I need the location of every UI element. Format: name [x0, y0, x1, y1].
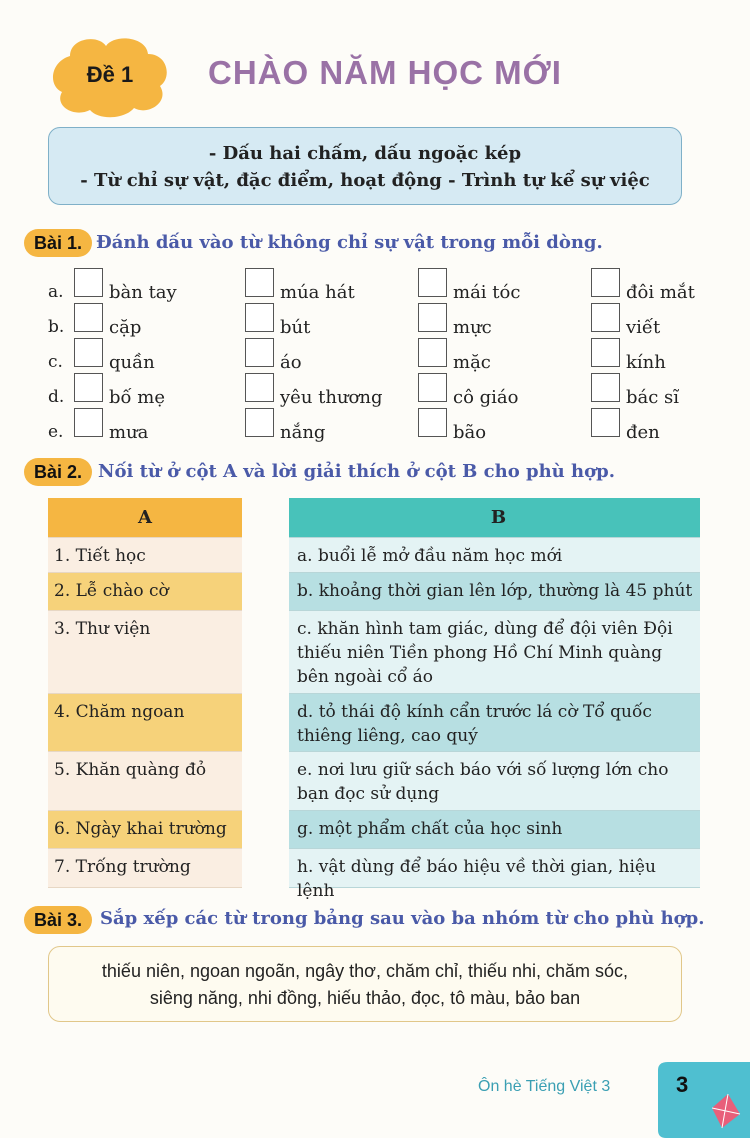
topic-line-2: - Từ chỉ sự vật, đặc điểm, hoạt động - Trình tự kể sự việc — [80, 170, 650, 191]
ex1-checkbox[interactable] — [245, 303, 274, 332]
column-b-item[interactable]: e. nơi lưu giữ sách báo với số lượng lớn cho bạn đọc sử dụng — [289, 752, 700, 811]
ex1-word: áo — [280, 352, 302, 373]
ex1-word: nắng — [280, 422, 326, 443]
ex1-word: yêu thương — [280, 387, 383, 408]
ex1-checkbox[interactable] — [74, 373, 103, 402]
ex1-checkbox[interactable] — [591, 303, 620, 332]
ex1-checkbox[interactable] — [418, 303, 447, 332]
column-b-header: B — [289, 498, 700, 538]
ex1-row-letter: a. — [48, 282, 64, 302]
ex1-word: múa hát — [280, 282, 355, 303]
ex1-row-letter: e. — [48, 422, 64, 442]
column-b-item[interactable]: d. tỏ thái độ kính cẩn trước lá cờ Tổ quốc thiêng liêng, cao quý — [289, 694, 700, 752]
ex1-word: kính — [626, 352, 666, 373]
topic-box — [48, 127, 682, 205]
ex1-row-letter: d. — [48, 387, 65, 407]
ex1-checkbox[interactable] — [245, 338, 274, 367]
word-bank-line-2: siêng năng, nhi đồng, hiếu thảo, đọc, tô màu, bảo ban — [149, 988, 581, 1008]
ex1-word: mái tóc — [453, 282, 521, 303]
book-title: Ôn hè Tiếng Việt 3 — [478, 1078, 611, 1095]
ex1-checkbox[interactable] — [245, 373, 274, 402]
ex1-checkbox[interactable] — [418, 338, 447, 367]
topic-line-1: - Dấu hai chấm, dấu ngoặc kép — [208, 143, 522, 164]
ex3-instruction: Sắp xếp các từ trong bảng sau vào ba nhóm từ cho phù hợp. — [100, 908, 705, 929]
ex1-checkbox[interactable] — [74, 408, 103, 437]
ex1-checkbox[interactable] — [591, 338, 620, 367]
ex1-word: viết — [626, 317, 661, 338]
column-a-item[interactable]: 2. Lễ chào cờ — [48, 573, 242, 611]
ex1-checkbox[interactable] — [245, 268, 274, 297]
ex1-word: bác sĩ — [626, 387, 680, 408]
ex1-word: bão — [453, 422, 487, 443]
column-a-item[interactable]: 3. Thư viện — [48, 611, 242, 694]
column-b-item[interactable]: h. vật dùng để báo hiệu về thời gian, hiệu lệnh — [289, 849, 700, 888]
column-b-item[interactable]: g. một phẩm chất của học sinh — [289, 811, 700, 849]
ex1-instruction: Đánh dấu vào từ không chỉ sự vật trong mỗi dòng. — [96, 232, 603, 253]
ex1-word: đen — [626, 422, 660, 443]
column-a-item[interactable]: 6. Ngày khai trường — [48, 811, 242, 849]
word-bank-box — [48, 946, 682, 1022]
table-column-b — [289, 498, 700, 901]
ex1-checkbox[interactable] — [591, 408, 620, 437]
column-b-item[interactable]: b. khoảng thời gian lên lớp, thường là 45 phút — [289, 573, 700, 611]
ex1-row-letter: b. — [48, 317, 65, 337]
ex1-badge: Bài 1. — [24, 229, 92, 257]
ex1-row — [48, 416, 708, 448]
ex1-word: đôi mắt — [626, 282, 695, 303]
word-bank-line-1: thiếu niên, ngoan ngoãn, ngây thơ, chăm chỉ, thiếu nhi, chăm sóc, — [101, 961, 629, 981]
ex1-word: mưa — [109, 422, 149, 443]
ex1-word: cặp — [109, 317, 142, 338]
page-number: 3 — [676, 1072, 689, 1097]
column-a-item[interactable]: 4. Chăm ngoan — [48, 694, 242, 752]
ex1-checkbox[interactable] — [245, 408, 274, 437]
de-label: Đề 1 — [86, 62, 134, 87]
page-title: CHÀO NĂM HỌC MỚI — [208, 54, 562, 91]
table-column-a — [48, 498, 242, 888]
ex1-row-letter: c. — [48, 352, 63, 372]
column-a-item[interactable]: 7. Trống trường — [48, 849, 242, 888]
ex1-word: quần — [109, 352, 155, 373]
column-b-item[interactable]: a. buổi lễ mở đầu năm học mới — [289, 538, 700, 573]
ex1-checkbox[interactable] — [591, 373, 620, 402]
page-number-tab-shape — [650, 1058, 750, 1138]
ex1-word: bàn tay — [109, 282, 177, 303]
ex1-word: mặc — [453, 352, 491, 373]
ex1-checkbox[interactable] — [74, 338, 103, 367]
column-a-header: A — [48, 498, 242, 538]
ex1-checkbox[interactable] — [74, 268, 103, 297]
ex3-badge: Bài 3. — [24, 906, 92, 934]
ex2-badge: Bài 2. — [24, 458, 92, 486]
ex1-word: bố mẹ — [109, 387, 165, 408]
ex1-checkbox[interactable] — [591, 268, 620, 297]
column-a-item[interactable]: 1. Tiết học — [48, 538, 242, 573]
ex2-instruction: Nối từ ở cột A và lời giải thích ở cột B cho phù hợp. — [98, 461, 615, 482]
ex1-word: mực — [453, 317, 492, 338]
ex1-checkbox[interactable] — [418, 268, 447, 297]
ex1-checkbox[interactable] — [74, 303, 103, 332]
ex1-checkbox[interactable] — [418, 408, 447, 437]
ex1-checkbox[interactable] — [418, 373, 447, 402]
ex1-word: cô giáo — [453, 387, 519, 408]
ex1-word: bút — [280, 317, 311, 338]
column-a-item[interactable]: 5. Khăn quàng đỏ — [48, 752, 242, 811]
column-b-item[interactable]: c. khăn hình tam giác, dùng để đội viên Đội thiếu niên Tiền phong Hồ Chí Minh quàng bên ngoài cổ áo — [289, 611, 700, 694]
